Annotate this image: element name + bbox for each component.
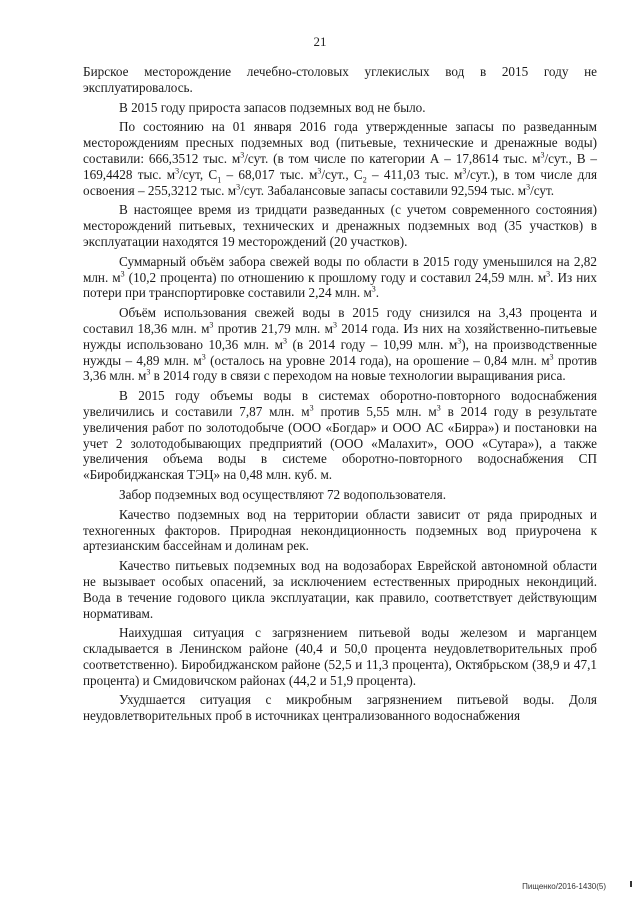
paragraph: Ухудшается ситуация с микробным загрязнением питьевой воды. Доля неудовлетворительных проб в источниках централизованного водоснабжения — [83, 692, 597, 724]
paragraph: По состоянию на 01 января 2016 года утвержденные запасы по разведанным месторождениям пресных подземных вод (питьевые, технические и дренажные воды) составили: 666,3512 тыс. $м^3$/сут. (в том числе по категории А – 17,8614 тыс. $м^3$/сут., В – 169,4428 тыс. $м^3$/сут, $С_1 - 68,017$ тыс. $м^3$/сут., $С_2 - 411,03$ тыс. $м^3/сут$.), в том числе для освоения – 255,3212 тыс. $м^3$/сут. Забалансовые запасы составили 92,594 тыс. $м^3$/сут. — [83, 119, 598, 198]
page-number: 21 — [313, 34, 327, 49]
paragraph: Бирское месторождение лечебно-столовых углекислых вод в 2015 году не эксплуатировалось. — [83, 64, 597, 95]
paragraph: Объём использования свежей воды в 2015 году снизился на 3,43 процента и составил 18,36 млн. $м^3$ против 21,79 млн. $м^3$ 2014 года. Из них на хозяйственно-питьевые нужды использовано 10,36 млн. $м^3$ (в 2014 году – 10,99 млн. $м^3$), на производственные нужды – 4,89 млн. $м^3$ (осталось на уровне 2014 года), на орошение – 0,84 млн. $м^3$ против 3,36 млн. $м^3$ в 2014 году в связи с переходом на новые технологии выращивания риса. — [83, 305, 597, 384]
paragraph: Наихудшая ситуация с загрязнением питьевой воды железом и марганцем складывается в Ленинском районе (40,4 и 50,0 процента неудовлетворительных проб соответственно). Биробиджанском районе (52,5 и 11,3 процента), Октябрьском (38,9 и 47,1 процента) и Смидовичском районах (44,2 и 51,9 процента). — [83, 625, 597, 688]
paragraph: Качество подземных вод на территории области зависит от ряда природных и техногенных факторов. Природная некондиционность подземных вод приурочена к артезианским бассейнам и долинам рек. — [83, 506, 597, 554]
paragraph: В 2015 году объемы воды в системах оборотно-повторного водоснабжения увеличились и составили 7,87 млн. $м^3$ против 5,55 млн. $м^3$ в 2014 году в результате увеличения работ по золотодобыче (ООО «Богдар» и ООО АС «Бирра») и постановки на учет 2 золотодобывающих предприятий (ООО «Малахит», ООО «Сутара»), а также увеличения объема воды в системе оборотно-повторного водоснабжения СП «Биробиджанская ТЭЦ» на 0,48 млн. куб. м. — [83, 388, 598, 483]
paragraph: Суммарный объём забора свежей воды по области в 2015 году уменьшился на 2,82 млн. $м^3$ (10,2 процента) по отношению к прошлому году и составил 24,59 млн. $м^3$. Из них потери при транспортировке составили 2,24 млн. $м^3$. — [83, 253, 597, 301]
document-body — [83, 64, 597, 728]
paragraph: В 2015 году прироста запасов подземных вод не было. — [119, 99, 426, 115]
paragraph: Качество питьевых подземных вод на водозаборах Еврейской автономной области не вызывает особых опасений, за исключением естественных природных некондиций. Вода в течение годового цикла эксплуатации, как правило, соответствует действующим нормативам. — [83, 558, 597, 621]
paragraph: В настоящее время из тридцати разведанных (с учетом современного состояния) месторождений питьевых, технических и дренажных подземных вод (35 участков) в эксплуатации находятся 19 месторождений (20 участков). — [83, 202, 597, 249]
paragraph: Забор подземных вод осуществляют 72 водопользователя. — [119, 486, 447, 502]
document-footer-code: Пищенко/2016-1430(5) — [522, 882, 606, 891]
scan-edge-mark — [630, 881, 632, 887]
